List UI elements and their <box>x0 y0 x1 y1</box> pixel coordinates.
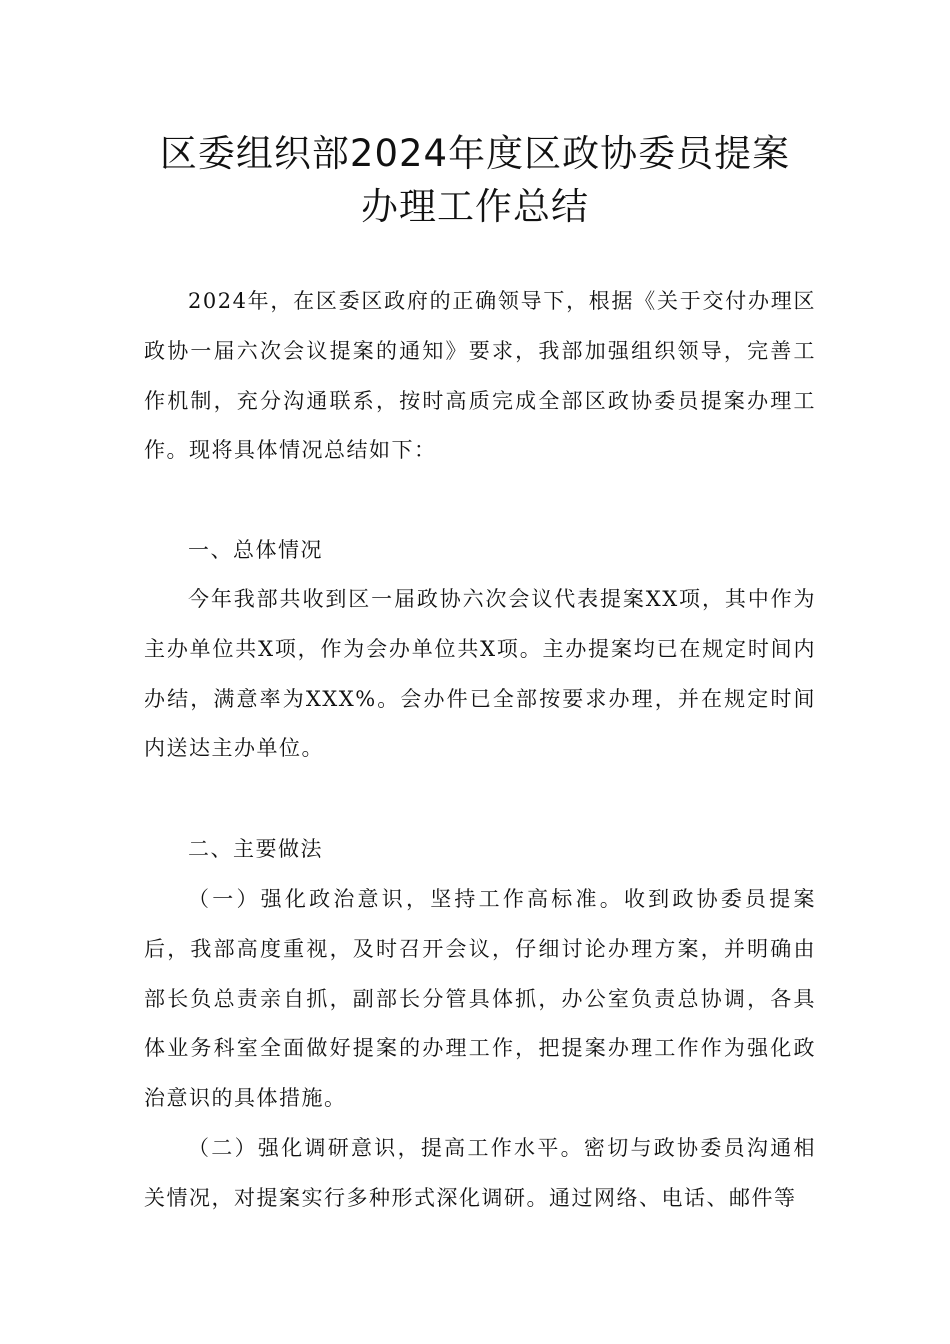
section-1-paragraph: 今年我部共收到区一届政协六次会议代表提案XX项，其中作为主办单位共X项，作为会办单位共X项。主办提案均已在规定时间内办结，满意率为XXX%。会办件已全部按要求办理，并在规定时间内送达主办单位。 <box>144 587 816 761</box>
section-1-heading: 一、总体情况 <box>188 538 323 562</box>
section-2-paragraph-2: （二）强化调研意识，提高工作水平。密切与政协委员沟通相关情况，对提案实行多种形式深化调研。通过网络、电话、邮件等 <box>144 1136 816 1210</box>
section-2-heading: 二、主要做法 <box>188 837 323 861</box>
section-2-paragraph-1: （一）强化政治意识，坚持工作高标准。收到政协委员提案后，我部高度重视，及时召开会议，仔细讨论办理方案，并明确由部长负总责亲自抓，副部长分管具体抓，办公室负责总协调，各具体业务科室全面做好提案的办理工作，把提案办理工作作为强化政治意识的具体措施。 <box>144 887 816 1111</box>
intro-paragraph: 2024年，在区委区政府的正确领导下，根据《关于交付办理区政协一届六次会议提案的通知》要求，我部加强组织领导，完善工作机制，充分沟通联系，按时高质完成全部区政协委员提案办理工作。现将具体情况总结如下： <box>144 289 816 463</box>
document-title-line-1: 区委组织部2024年度区政协委员提案 <box>159 132 791 175</box>
document-title-line-2: 办理工作总结 <box>361 185 589 228</box>
